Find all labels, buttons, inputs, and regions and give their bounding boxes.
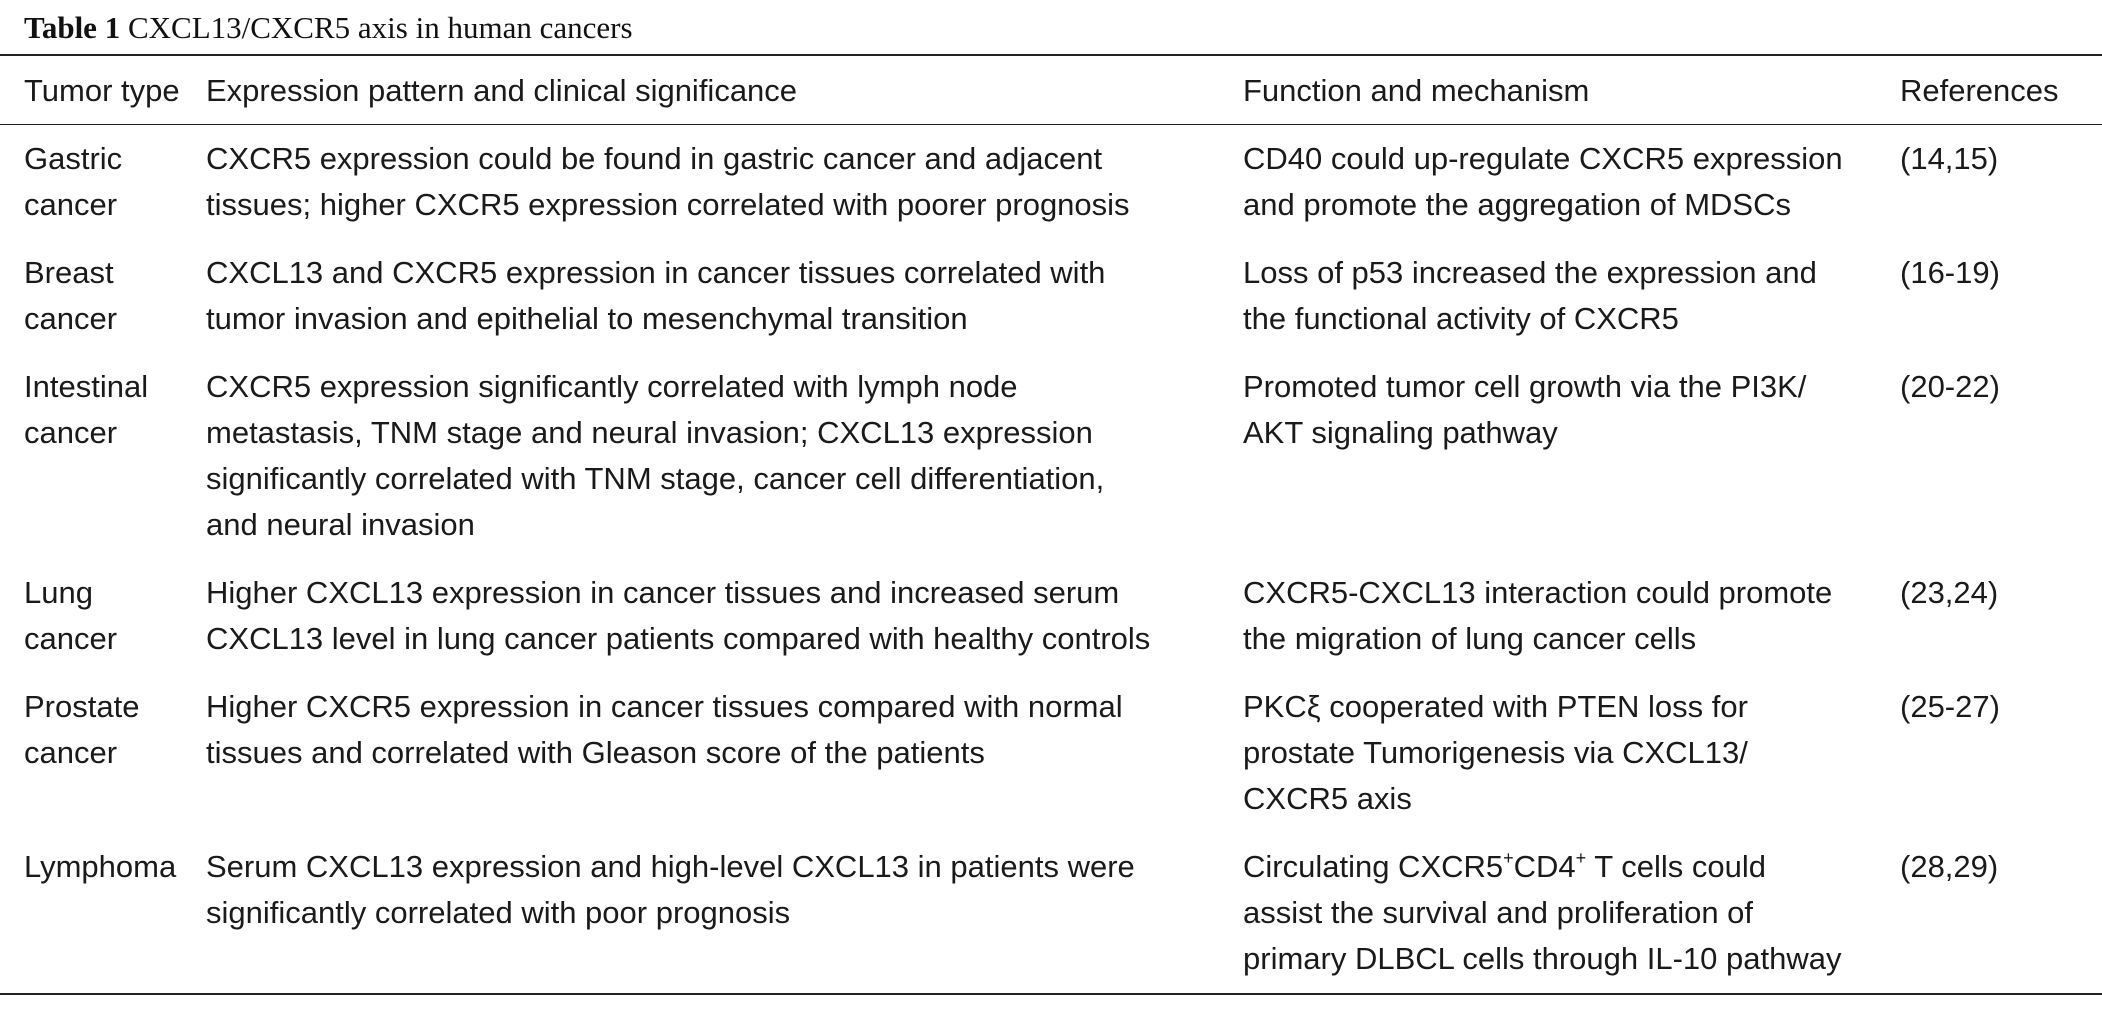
tumor-cell: Lymphoma: [24, 849, 177, 884]
table-label: Table 1: [24, 10, 121, 45]
tumor-cell: Lung cancer: [24, 575, 118, 656]
table-row: [24, 844, 2080, 1004]
function-cell: Circulating CXCR5+CD4+ T cells could assist the survival and proliferation of primary DLBCL cells through IL-10 pathway: [1243, 848, 1842, 976]
table-row: [24, 364, 2080, 570]
references-cell: (20-22): [1900, 369, 2000, 404]
header-row: [24, 56, 2080, 124]
function-cell: CXCR5-CXCL13 interaction could promote the migration of lung cancer cells: [1243, 575, 1833, 656]
expression-cell: Higher CXCL13 expression in cancer tissues and increased serum CXCL13 level in lung cancer patients compared with healthy controls: [206, 575, 1151, 656]
table-row: [24, 250, 2080, 364]
header-tumor-type: Tumor type: [24, 73, 180, 108]
function-cell: PKCξ cooperated with PTEN loss for prostate Tumorigenesis via CXCL13/ CXCR5 axis: [1243, 689, 1748, 816]
expression-cell: CXCL13 and CXCR5 expression in cancer tissues correlated with tumor invasion and epithelial to mesenchymal transition: [206, 255, 1106, 336]
table-title: CXCL13/CXCR5 axis in human cancers: [127, 10, 633, 45]
tumor-cell: Intestinal cancer: [24, 369, 149, 450]
expression-cell: Higher CXCR5 expression in cancer tissues compared with normal tissues and correlated with Gleason score of the patients: [206, 689, 1123, 770]
tumor-cell: Breast cancer: [24, 255, 118, 336]
table-row: [24, 684, 2080, 844]
expression-cell: CXCR5 expression could be found in gastric cancer and adjacent tissues; higher CXCR5 expression correlated with poorer prognosis: [206, 141, 1130, 222]
header-expression: Expression pattern and clinical significance: [206, 73, 798, 108]
references-cell: (16-19): [1900, 255, 2000, 290]
references-cell: (25-27): [1900, 689, 2000, 724]
tumor-cell: Prostate cancer: [24, 689, 140, 770]
references-cell: (14,15): [1900, 141, 1999, 176]
header-function: Function and mechanism: [1243, 73, 1590, 108]
table-row: [24, 570, 2080, 684]
function-cell: CD40 could up-regulate CXCR5 expression and promote the aggregation of MDSCs: [1243, 141, 1843, 222]
tumor-cell: Gastric cancer: [24, 141, 123, 222]
references-cell: (28,29): [1900, 849, 1999, 884]
function-cell: Promoted tumor cell growth via the PI3K/ AKT signaling pathway: [1243, 369, 1807, 450]
table-row: [24, 124, 2080, 250]
function-cell: Loss of p53 increased the expression and the functional activity of CXCR5: [1243, 255, 1817, 336]
references-cell: (23,24): [1900, 575, 1999, 610]
cancer-table: [24, 56, 2080, 1004]
expression-cell: CXCR5 expression significantly correlated with lymph node metastasis, TNM stage and neural invasion; CXCL13 expression significantly correlated with TNM stage, cancer cell differentiation, and neural invasion: [206, 369, 1105, 542]
header-references: References: [1900, 73, 2059, 108]
expression-cell: Serum CXCL13 expression and high-level CXCL13 in patients were significantly correlated with poor prognosis: [206, 849, 1135, 930]
table-caption: [24, 8, 633, 48]
